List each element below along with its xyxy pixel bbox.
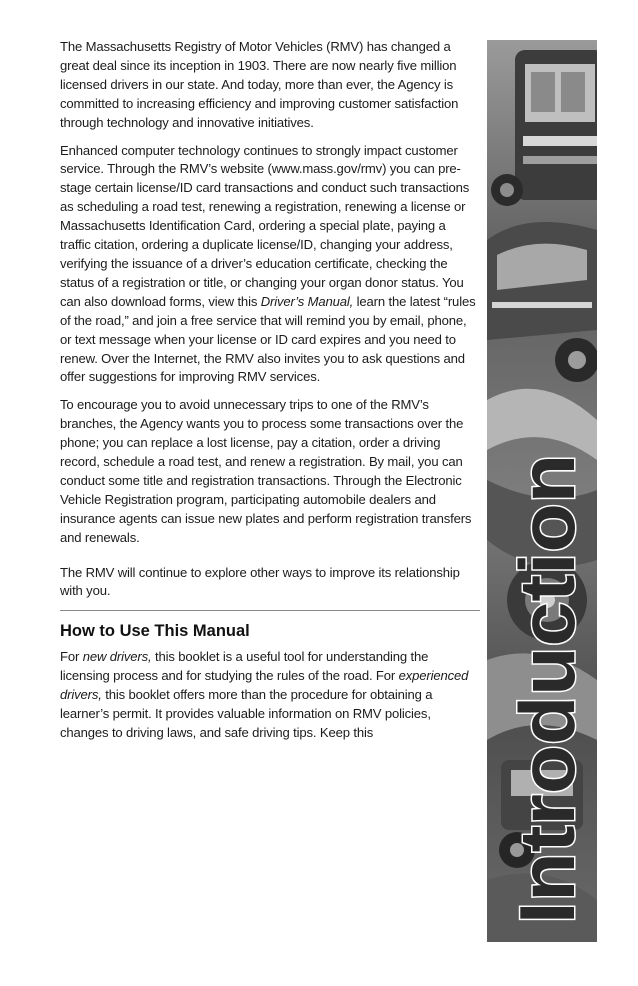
manual-paragraph-text-b: this booklet is a useful tool for understanding the licensing process and for studying the rules of the road. For: [60, 649, 429, 684]
manual-paragraph-1: [60, 648, 478, 743]
manual-paragraph-text-a: For: [60, 649, 83, 665]
manual-paragraph-text-c: this booklet offers more than the procedure for obtaining a learner’s permit. It provides valuable information on RMV policies, changes to driving laws, and safe driving tips. Keep this: [60, 687, 433, 740]
intro-paragraph-2-text-a: Enhanced computer technology continues to strongly impact customer service. Through the RMV’s website (www.mass.gov/rmv) you can pre-stage certain license/ID card transactions and conduct such transactions as scheduling a road test, renewing a registration, renewing a license or Massachusetts Identification Card, ordering a special plate, paying a traffic citation, ordering a duplicate license/ID, changing your address, verifying the issuance of a driver’s education certificate, checking the status of a registration or title, or changing your organ donor status. You can also download forms, view this: [60, 142, 470, 309]
section-heading: How to Use This Manual: [60, 622, 250, 641]
intro-paragraph-4: The RMV will continue to explore other ways to improve its relationship with you.: [60, 564, 460, 599]
text-column: [60, 38, 478, 752]
section-divider: [60, 610, 480, 611]
intro-paragraph-2: [60, 142, 478, 388]
intro-paragraph-3: To encourage you to avoid unnecessary trips to one of the RMV’s branches, the Agency wants you to process some transactions over the phone; you can replace a lost license, pay a citation, order a driving record, schedule a road test, and renew a registration. By mail, you can conduct some title and registration transactions. Through the Electronic Vehicle Registration program, participating automobile dealers and insurance agents can issue new plates and perform registration transfers and renewals.: [60, 397, 472, 545]
vertical-title-svg: [488, 440, 596, 930]
sidebar-title-block: [488, 440, 596, 930]
intro-paragraph-1: The Massachusetts Registry of Motor Vehicles (RMV) has changed a great deal since its inception in 1903. There are now nearly five million licensed drivers in our state. And today, more than ever, the Agency is committed to increasing efficiency and improving customer satisfaction through technology and innovative initiatives.: [60, 39, 459, 130]
experienced-drivers-emphasis: experienced drivers,: [60, 668, 469, 703]
section-title-introduction: Introduction: [503, 469, 591, 924]
intro-paragraph-2-text-b: learn the latest “rules of the road,” and join a free service that will remind you by email, phone, or text message when your license or ID card expires and you need to renew. Over the Internet, the RMV also invites you to ask questions and offer suggestions for improving RMV services.: [60, 293, 476, 385]
drivers-manual-title: Driver’s Manual,: [260, 293, 354, 309]
new-drivers-emphasis: new drivers,: [82, 649, 152, 665]
